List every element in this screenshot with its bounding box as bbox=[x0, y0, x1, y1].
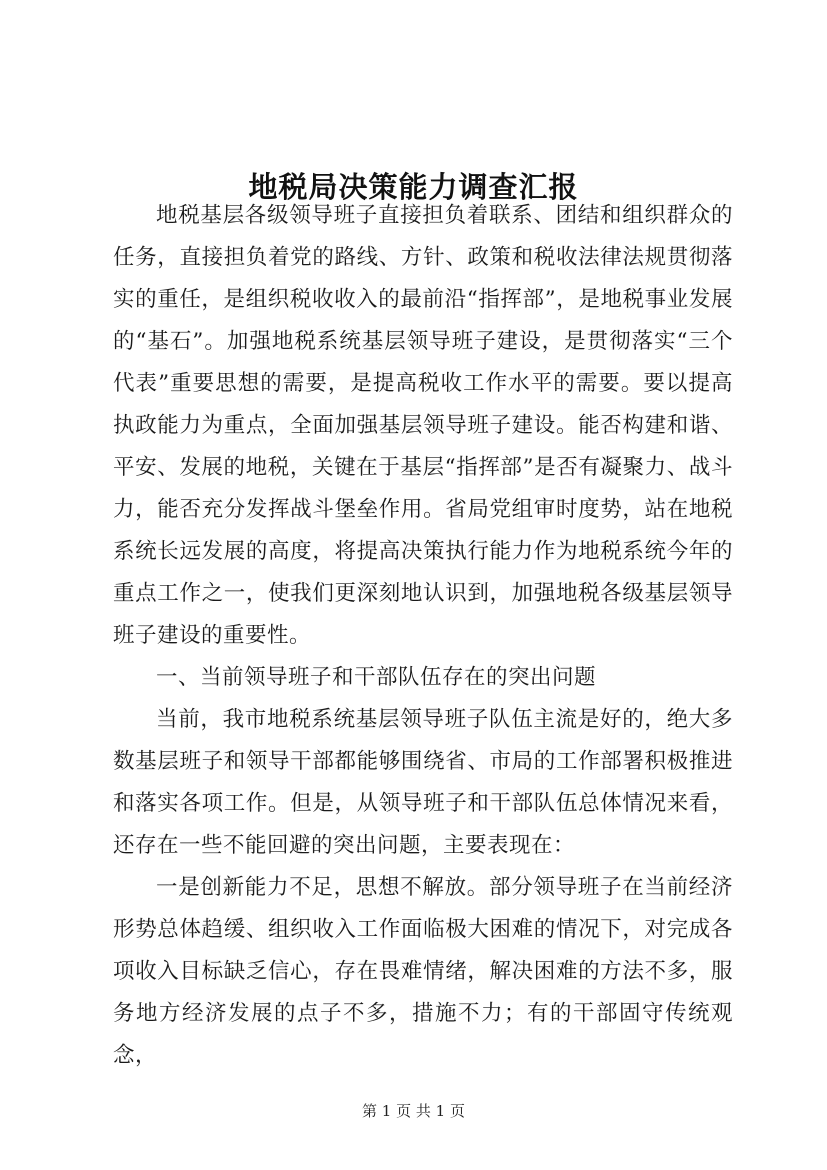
section-heading-1: 一、当前领导班子和干部队伍存在的突出问题 bbox=[156, 665, 597, 690]
paragraph-current-status: 当前，我市地税系统基层领导班子队伍主流是好的，绝大多数基层班子和领导干部都能够围绕省、市局的工作部署积极推进和落实各项工作。但是，从领导班子和干部队伍总体情况来看，还存在一些不能回避的突出问题，主要表现在： bbox=[113, 707, 733, 858]
paragraph-intro: 地税基层各级领导班子直接担负着联系、团结和组织群众的任务，直接担负着党的路线、方针、政策和税收法律法规贯彻落实的重任，是组织税收收入的最前沿“指挥部”，是地税事业发展的“基石”。加强地税系统基层领导班子建设，是贯彻落实“三个代表”重要思想的需要，是提高税收工作水平的需要。要以提高执政能力为重点，全面加强基层领导班子建设。能否构建和谐、平安、发展的地税，关键在于基层“指挥部”是否有凝聚力、战斗力，能否充分发挥战斗堡垒作用。省局党组审时度势，站在地税系统长远发展的高度，将提高决策执行能力作为地税系统今年的重点工作之一，使我们更深刻地认识到，加强地税各级基层领导班子建设的重要性。 bbox=[113, 203, 733, 648]
document-body bbox=[113, 195, 733, 1077]
paragraph-problem-1: 一是创新能力不足，思想不解放。部分领导班子在当前经济形势总体趋缓、组织收入工作面临极大困难的情况下，对完成各项收入目标缺乏信心，存在畏难情绪，解决困难的方法不多，服务地方经济发展的点子不多，措施不力；有的干部固守传统观念， bbox=[113, 875, 733, 1068]
document-title: 地税局决策能力调查汇报 bbox=[248, 170, 579, 205]
page-number-footer: 第 1 页 共 1 页 bbox=[362, 1102, 465, 1120]
